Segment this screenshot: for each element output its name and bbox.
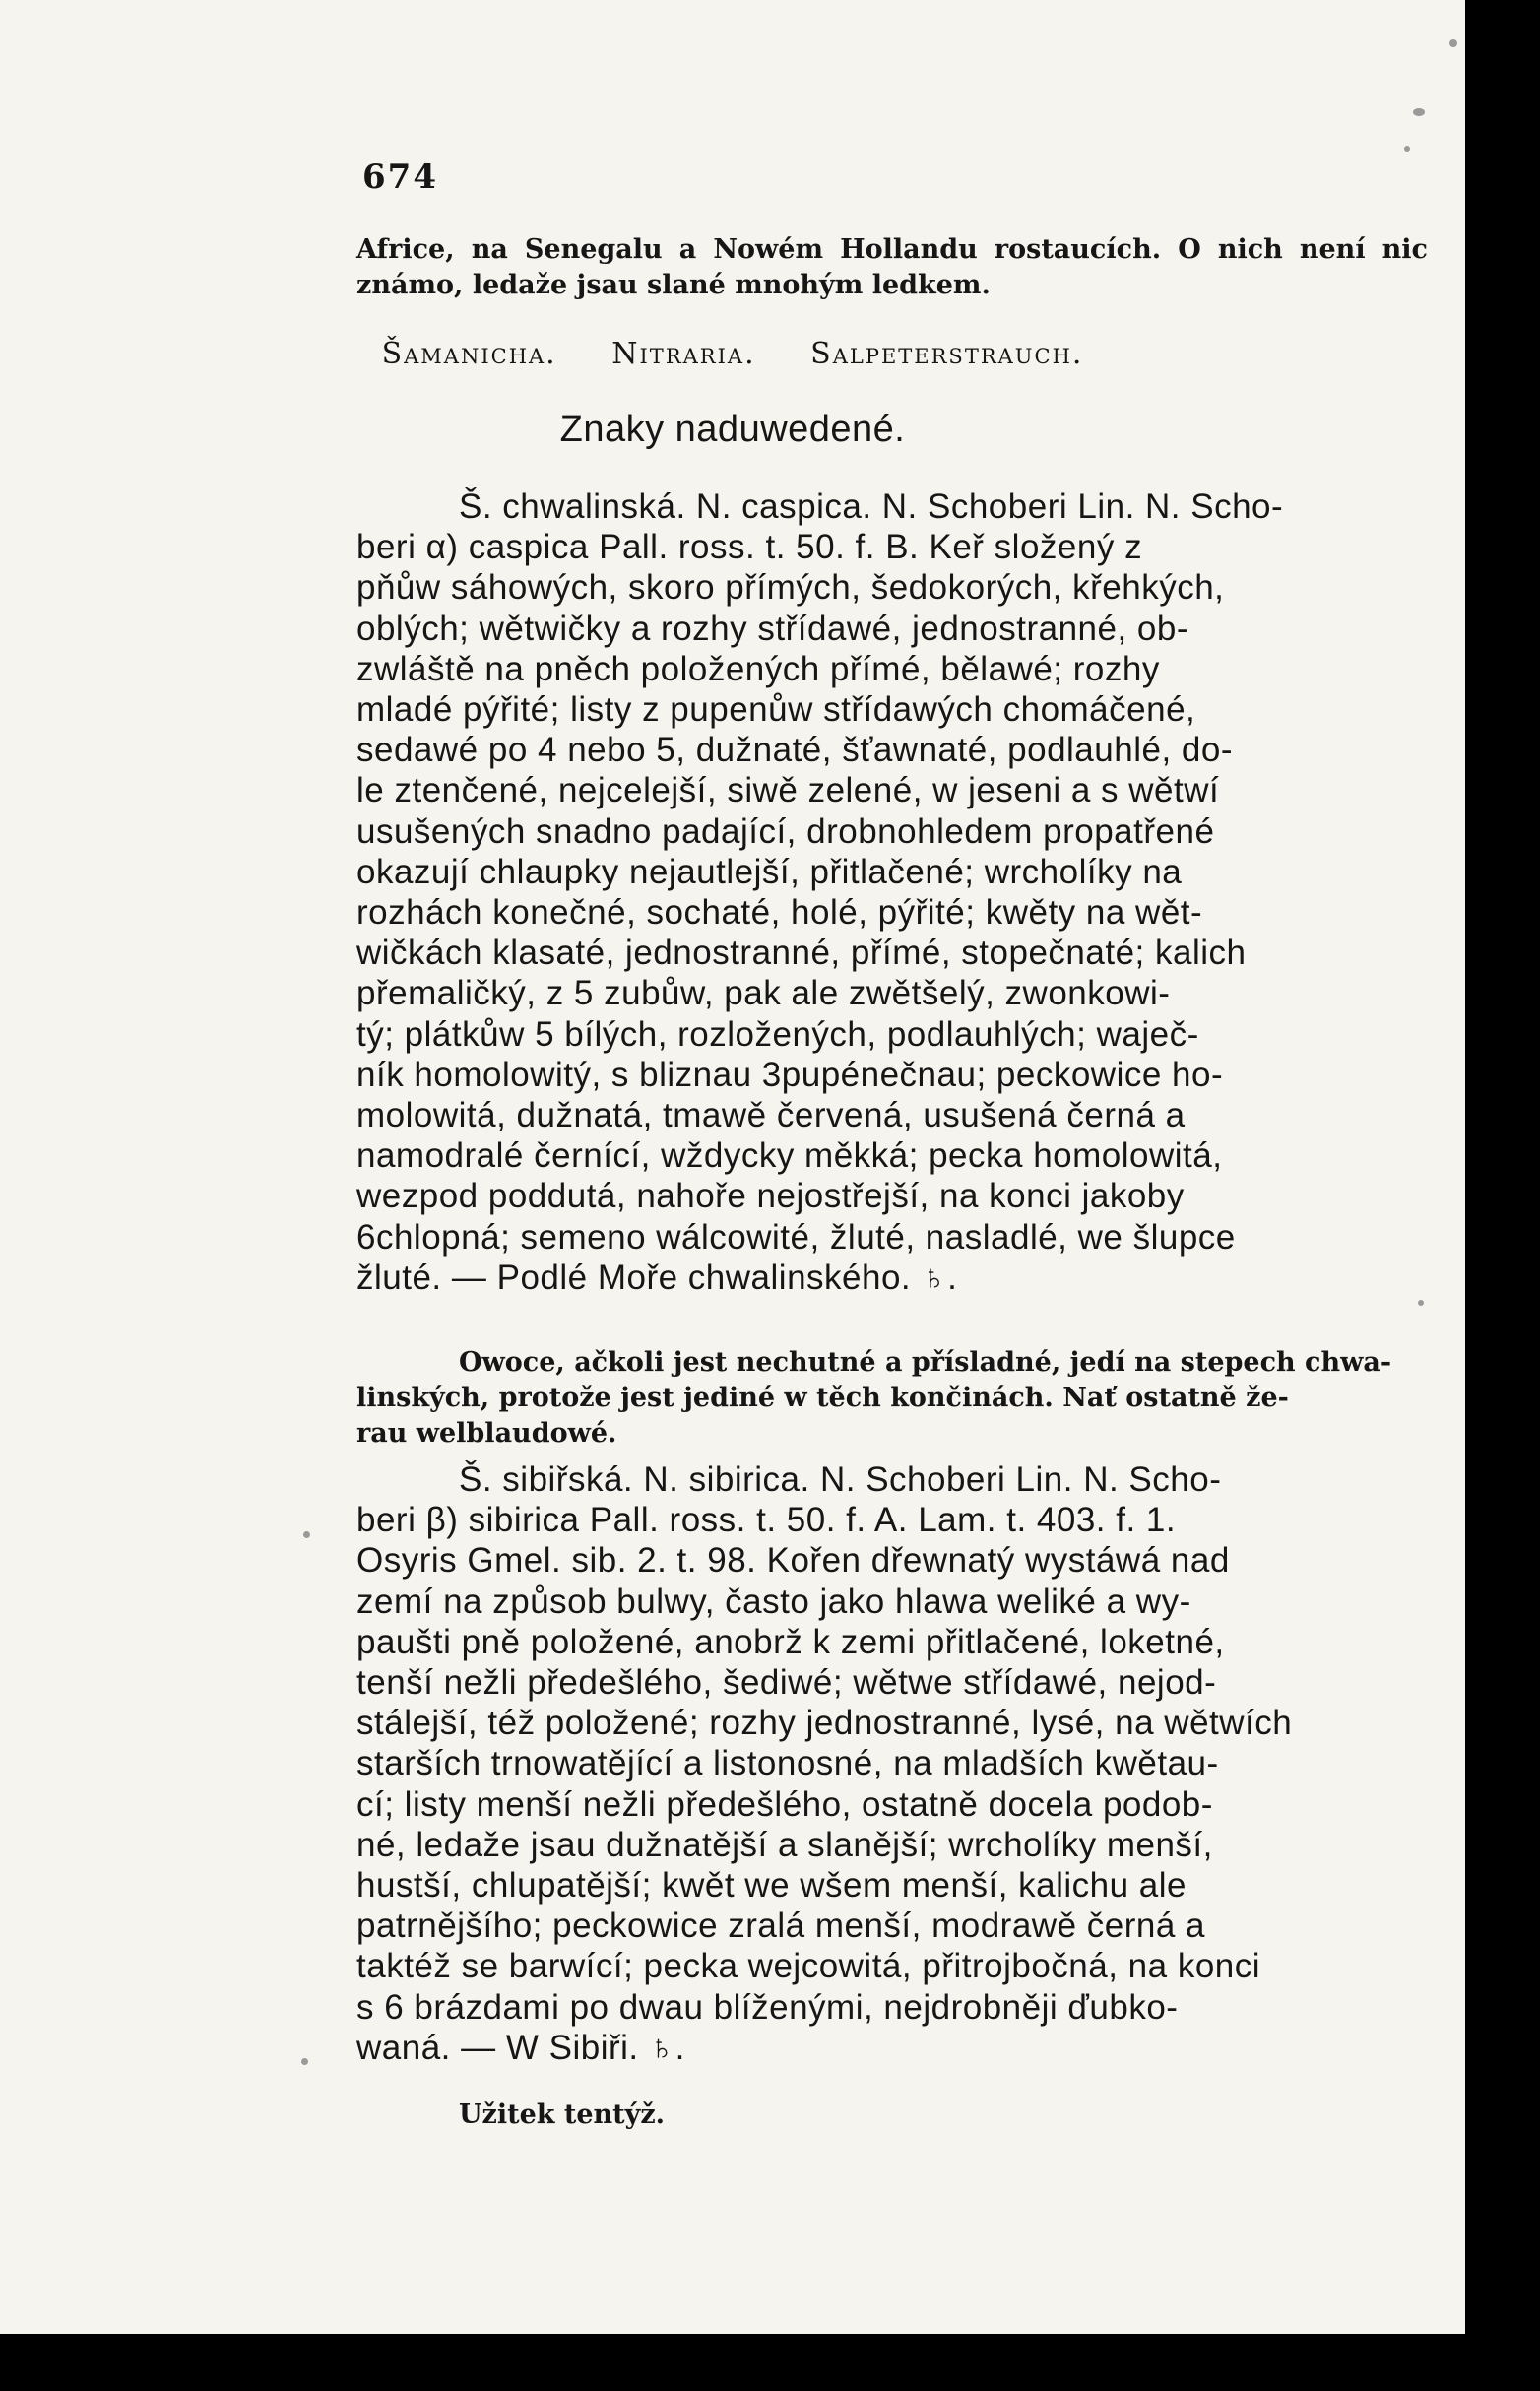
species-line: patrnějšího; peckowice zralá menší, modrawě černá a (356, 1906, 1206, 1946)
scan-speck (1418, 1300, 1424, 1306)
scan-speck (303, 1531, 310, 1538)
species-line: starších trnowatějící a listonosné, na mladších kwětau- (356, 1744, 1219, 1783)
note-line: Owoce, ačkoli jest nechutné a přísladné, jedí na stepech chwa- (459, 1347, 1392, 1378)
species-line: waná. — W Sibiři. ♄. (356, 2028, 685, 2067)
species-line: usušených snadno padající, drobnohledem propatřené (356, 811, 1215, 851)
species-line: tý; plátkůw 5 bílých, rozložených, podlauhlých; waječ- (356, 1014, 1199, 1054)
species-line: wičkách klasaté, jednostranné, přímé, stopečnaté; kalich (356, 934, 1247, 973)
species-line: cí; listy menší nežli předešlého, ostatně docela podob- (356, 1784, 1213, 1824)
species-sibirska-use-note (356, 2098, 1428, 2133)
species-line: rozhách konečné, sochaté, holé, pýřité; kwěty na wět- (356, 893, 1203, 933)
species-line: oblých; wětwičky a rozhy střídawé, jednostranné, ob- (356, 609, 1188, 648)
species-line: beri β) sibirica Pall. ross. t. 50. f. A. Lam. t. 403. f. 1. (356, 1501, 1177, 1540)
intro-paragraph (356, 232, 1428, 303)
species-line: přemaličký, z 5 zubůw, pak ale zwětšelý, zwonkowi- (356, 974, 1171, 1013)
species-line: zemí na způsob bulwy, často jako hlawa weliké a wy- (356, 1582, 1191, 1621)
species-line: ník homolowitý, s bliznau 3pupénečnau; peckowice ho- (356, 1055, 1224, 1094)
scan-speck (1449, 39, 1457, 47)
use-note-text: Užitek tentýž. (459, 2100, 666, 2130)
species-line: zwláště na pněch položených přímé, bělawé; rozhy (356, 649, 1160, 688)
species-line: hustší, chlupatější; kwět we wšem menší, kalichu ale (356, 1866, 1187, 1906)
species-line: le ztenčené, nejcelejší, siwě zelené, w jeseni a s wětwí (356, 771, 1220, 810)
section-subheading: Znaky naduwedené. (559, 409, 906, 450)
genus-names-line (0, 337, 1465, 371)
species-line: molowitá, dužnatá, tmawě červená, usušená černá a (356, 1096, 1186, 1135)
species-line: tenší nežli předešlého, šediwé; wětwe střídawé, nejod- (356, 1663, 1217, 1703)
species-line: okazují chlaupky nejautlejší, přitlačené; wrcholíky na (356, 852, 1183, 891)
species-line: taktéž se barwící; pecka wejcowitá, přitrojbočná, na konci (356, 1947, 1261, 1986)
page-number: 674 (362, 158, 438, 197)
species-line: sedawé po 4 nebo 5, dužnaté, šťawnaté, podlauhlé, do- (356, 731, 1233, 770)
species-line: namodralé černící, wždycky měkká; pecka homolowitá, (356, 1136, 1223, 1176)
species-line: Š. chwalinská. N. caspica. N. Schoberi Lin. N. Scho- (459, 487, 1284, 526)
species-line: beri α) caspica Pall. ross. t. 50. f. B. Keř složený z (356, 528, 1143, 567)
species-line: Osyris Gmel. sib. 2. t. 98. Kořen dřewnatý wystáwá nad (356, 1541, 1230, 1581)
species-line: mladé pýřité; listy z pupenůw střídawých chomáčené, (356, 690, 1196, 730)
scan-speck (1404, 146, 1410, 152)
genus-name-czech: Šamanicha. (381, 337, 557, 371)
species-line: wezpod poddutá, nahoře nejostřejší, na konci jakoby (356, 1177, 1185, 1216)
genus-name-latin: Nitraria. (611, 337, 756, 371)
species-line: Š. sibiřská. N. sibirica. N. Schoberi Lin. N. Scho- (459, 1460, 1222, 1499)
note-line: rau welblaudowé. (356, 1418, 617, 1449)
species-line: 6chlopná; semeno wálcowité, žluté, nasladlé, we šlupce (356, 1217, 1236, 1257)
species-line: stálejší, též položené; rozhy jednostranné, lysé, na wětwích (356, 1704, 1293, 1743)
genus-name-german: Salpeterstrauch. (810, 337, 1084, 371)
scan-speck (301, 2058, 308, 2065)
note-line: linských, protože jest jediné w těch končinách. Nať ostatně že- (356, 1383, 1289, 1413)
intro-text: Africe, na Senegalu a Nowém Hollandu rostaucích. O nich není nic známo, ledaže jsau slané mnohým ledkem. (356, 234, 1428, 300)
scan-speck (1413, 108, 1425, 116)
species-chwalinska-note (356, 1345, 1428, 1452)
species-line: žluté. — Podlé Moře chwalinského. ♄. (356, 1258, 958, 1297)
species-line: paušti pně položené, anobrž k zemi přitlačené, loketné, (356, 1622, 1225, 1661)
species-line: s 6 brázdami po dwau blíženými, nejdrobněji ďubko- (356, 1987, 1179, 2027)
species-sibirska-paragraph (356, 1459, 1428, 2068)
species-chwalinska-paragraph (356, 486, 1428, 1298)
species-line: né, ledaže jsau dužnatější a slanější; wrcholíky menší, (356, 1825, 1213, 1864)
species-line: pňůw sáhowých, skoro přímých, šedokorých, křehkých, (356, 568, 1225, 608)
